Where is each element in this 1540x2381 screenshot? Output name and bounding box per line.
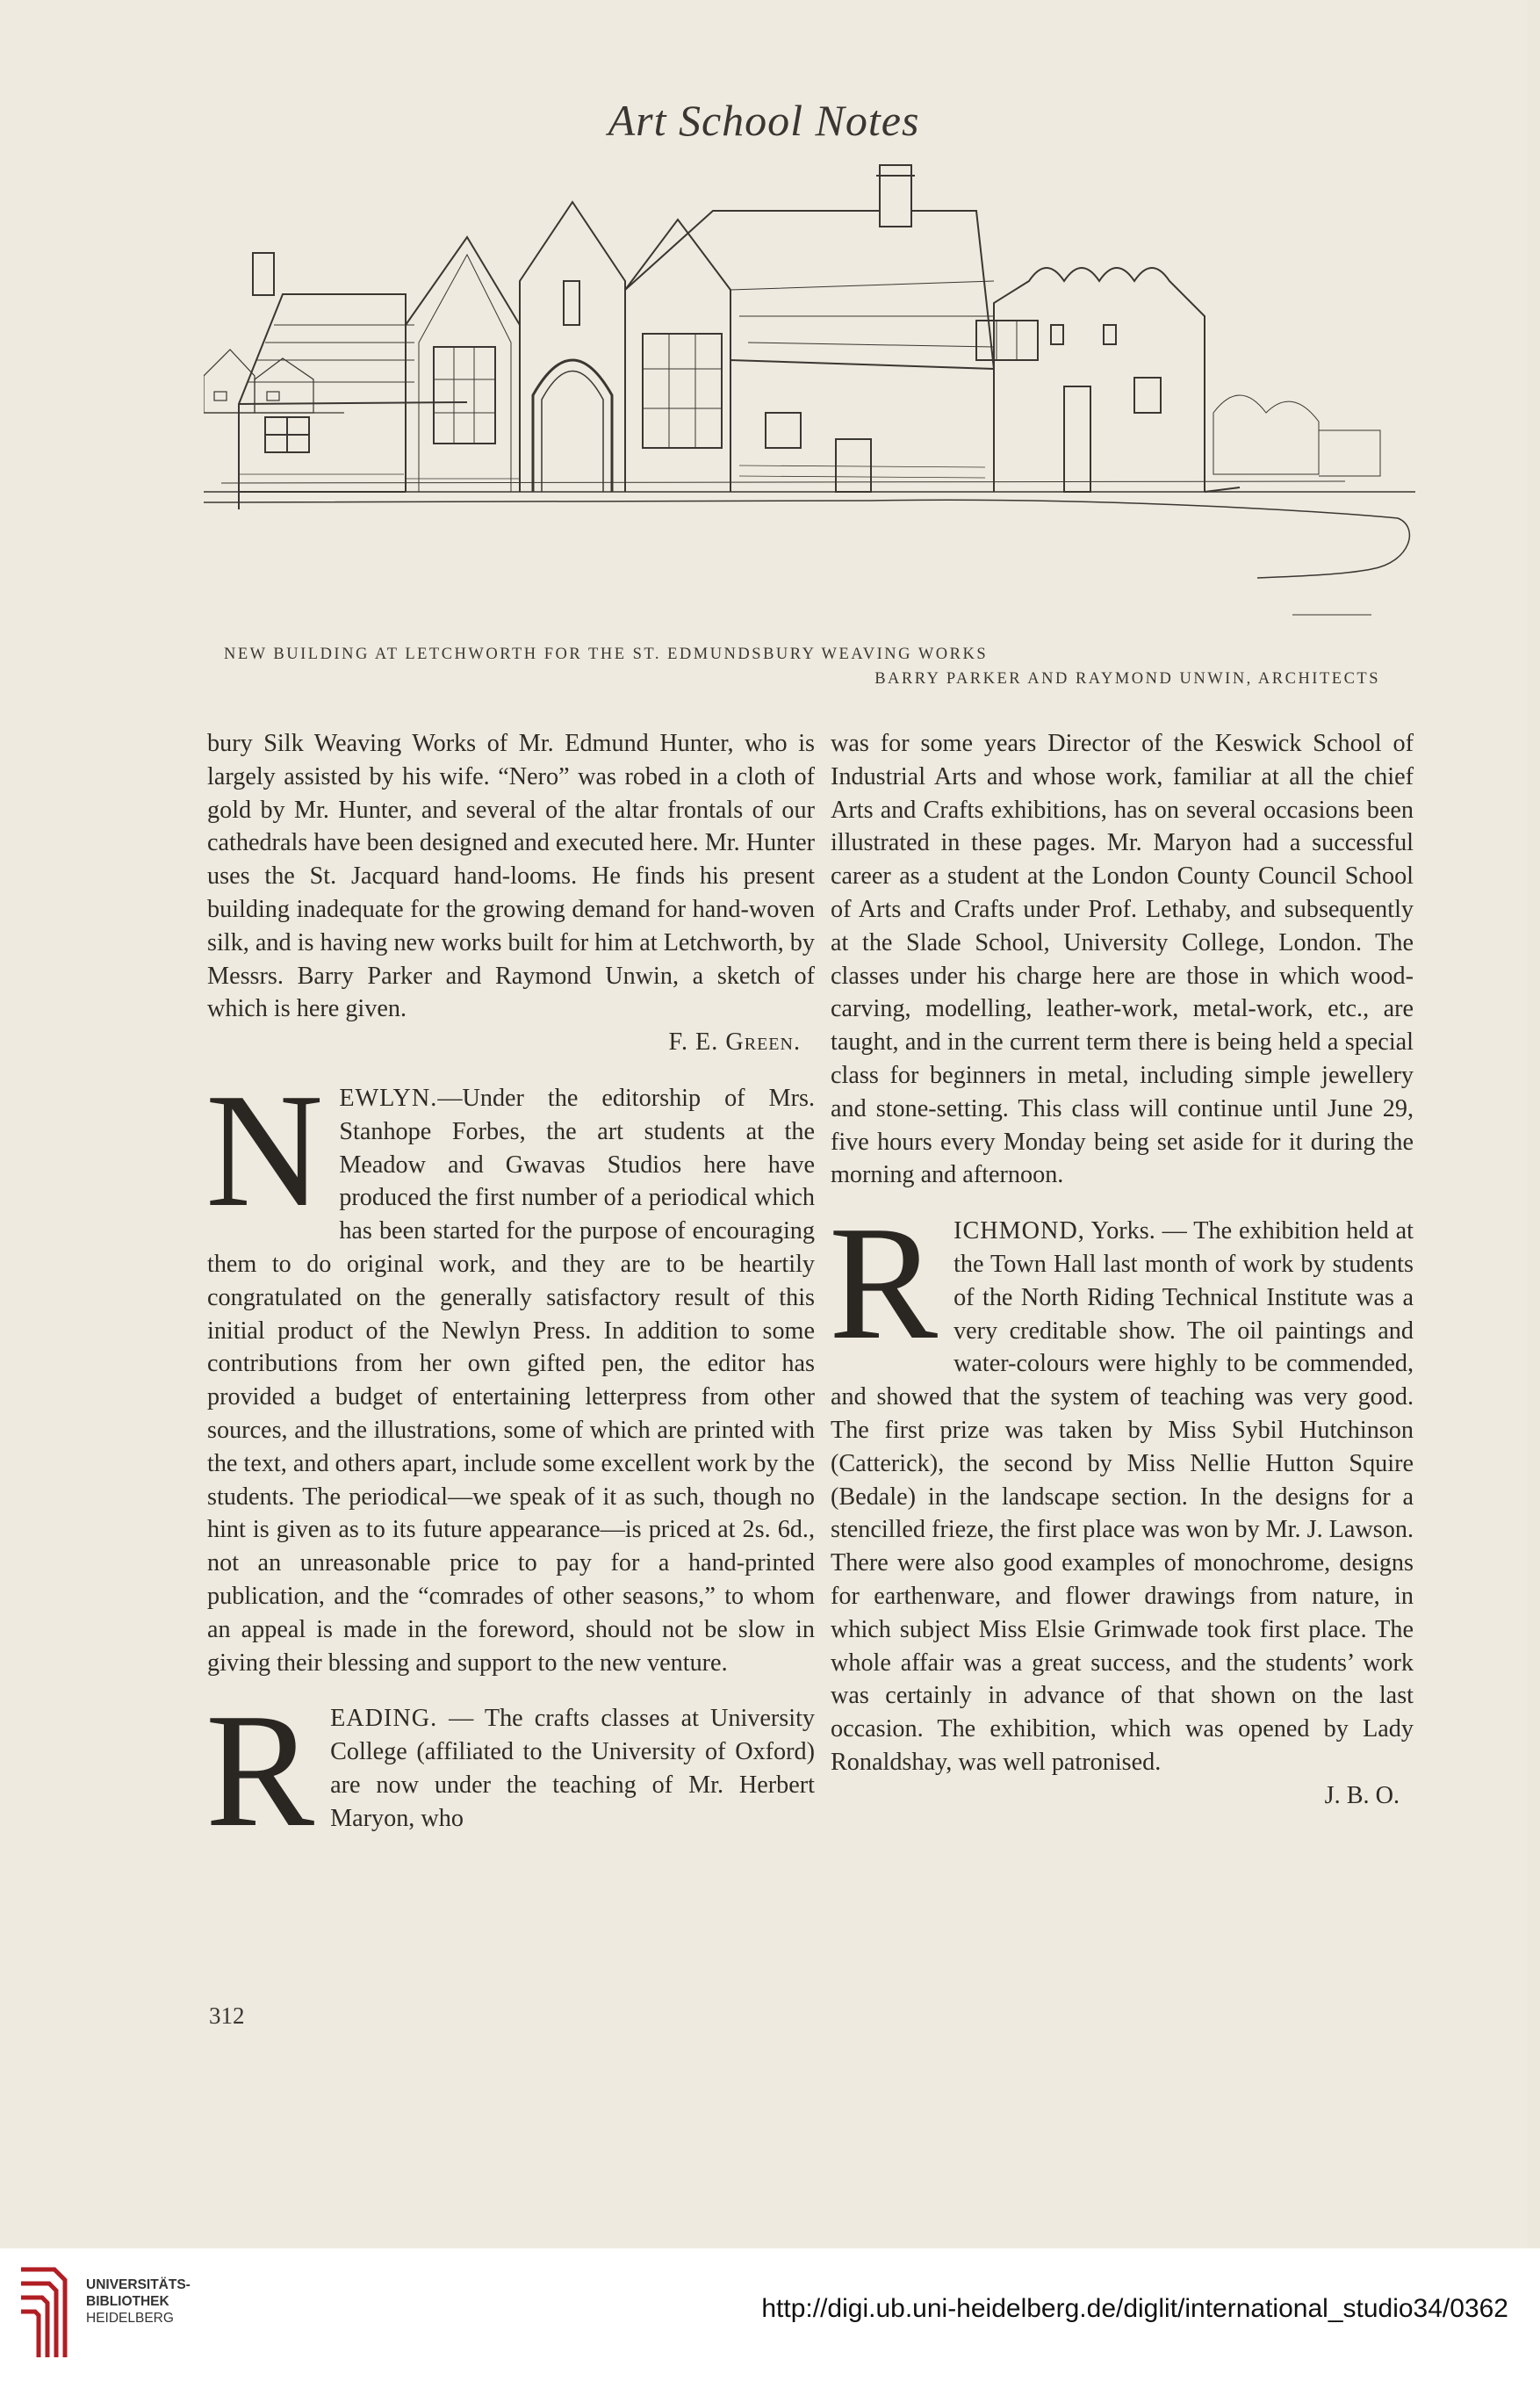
signature: J. B. O.: [1324, 1781, 1400, 1809]
source-url-link[interactable]: http://digi.ub.uni-heidelberg.de/diglit/international_studio34/0362: [761, 2294, 1508, 2323]
library-logo-icon: [16, 2264, 70, 2363]
drop-cap: R: [829, 1193, 939, 1374]
signature: F. E. Green.: [668, 1028, 801, 1057]
newlyn-section: [205, 1059, 815, 1679]
left-column: [205, 727, 815, 1862]
drop-cap: R: [205, 1680, 315, 1862]
section-lead: ICHMOND,: [954, 1217, 1085, 1245]
section-text: Yorks. — The exhibition held at the Town Hall last month of work by students of the North Riding Technical Institute was a very creditable show. The oil paintings and water-colours were highly to be commended, and showed that the system of teaching was very good. The first prize was taken by Miss Sybil Hutchinson (Catterick), the second by Miss Nellie Hutton Squire (Bedale) in the landscape section. In the designs for a stencilled frieze, the first place was won by Mr. J. Lawson. There were also good examples of monochrome, designs for earthenware, and flower drawings from nature, in which subject Miss Elsie Grimwade took first place. The whole affair was a great success, and the students’ work was certainly in advance of that shown on the last occasion. The exhibition, which was opened by Lady Ronaldshay, was well patronised.: [831, 1217, 1414, 1776]
page-number: 312: [209, 2002, 245, 2029]
running-header: Art School Notes: [608, 96, 920, 145]
building-illustration: [204, 149, 1415, 641]
right-column: [831, 727, 1414, 1813]
drop-cap: N: [205, 1059, 324, 1241]
section-lead: EWLYN.: [339, 1084, 438, 1112]
section-lead: EADING.: [330, 1705, 438, 1733]
library-footer: [0, 2248, 1540, 2381]
library-name: UNIVERSITÄTS- BIBLIOTHEK HEIDELBERG: [86, 2277, 191, 2326]
article-paragraph: bury Silk Weaving Works of Mr. Edmund Hunter, who is largely assisted by his wife. “Nero” was robed in a cloth of gold by Mr. Hunter, and several of the altar frontals of our cathedrals have been designed and executed here. Mr. Hunter uses the St. Jacquard hand-looms. He finds his present building inadequate for the growing demand for hand-woven silk, and is having new works built for him at Letchworth, by Messrs. Barry Parker and Raymond Unwin, a sketch of which is here given.: [207, 730, 815, 1023]
section-text: — The crafts classes at University College (affiliated to the University of Oxford) are now under the teaching of Mr. Herbert Maryon, who: [330, 1705, 815, 1832]
article-paragraph: was for some years Director of the Keswick School of Industrial Arts and whose work, familiar at all the chief Arts and Crafts exhibitions, has on several occasions been illustrated in these pages. Mr. Maryon had a successful career as a student at the London County Council School of Arts and Crafts under Prof. Lethaby, and subsequently at the Slade School, University College, London. The classes under his charge here are those in which wood-carving, modelling, leather-work, metal-work, etc., are taught, and in the current term there is being held a special class for beginners in metal, including simple jewellery and stone-setting. This class will continue until June 29, five hours every Monday being set aside for it during the morning and afternoon.: [831, 730, 1414, 1189]
figure-caption-title: NEW BUILDING AT LETCHWORTH FOR THE ST. EDMUNDSBURY WEAVING WORKS: [224, 646, 989, 663]
richmond-section: [829, 1193, 1414, 1779]
reading-section: [205, 1680, 815, 1862]
figure-caption-architects: BARRY PARKER AND RAYMOND UNWIN, ARCHITECTS: [874, 670, 1380, 688]
section-text: —Under the editorship of Mrs. Stanhope Forbes, the art students at the Meadow and Gwavas Studios here have produced the first number of a periodical which has been started for the purpose of encouraging them to do original work, and they are to be heartily congratulated on the generally satisfactory result of this initial product of the Newlyn Press. In addition to some contributions from her own gifted pen, the editor has provided a budget of entertaining letterpress from other sources, and the illustrations, some of which are printed with the text, and others apart, include some excellent work by the students. The periodical—we speak of it as such, though no hint is given as to its future appearance—is priced at 2s. 6d., not an unreasonable price to pay for a hand-printed publication, and the “comrades of other seasons,” to whom an appeal is made in the foreword, should not be slow in giving their blessing and support to the new venture.: [207, 1084, 815, 1677]
